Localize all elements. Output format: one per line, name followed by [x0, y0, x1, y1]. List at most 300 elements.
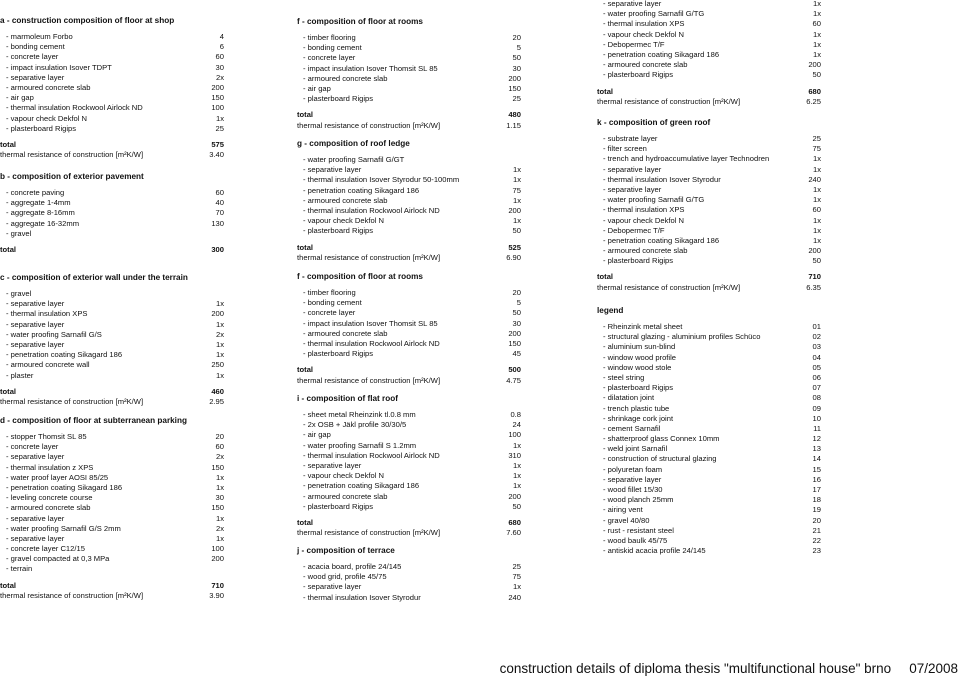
layer-row: [597, 236, 837, 246]
total-row: [0, 140, 240, 150]
layer-row: [597, 9, 837, 19]
layer-row-label: - penetration coating Sikagard 186: [303, 185, 420, 195]
layer-row-label: - penetration coating Sikagard 186: [6, 350, 123, 360]
layer-row-label: - concrete layer: [303, 53, 356, 63]
layer-row: [0, 473, 240, 483]
layer-row: [0, 93, 240, 103]
layer-row: [597, 434, 837, 444]
layer-row-label: - concrete layer: [303, 308, 356, 318]
layer-row-value: 1x: [512, 216, 521, 226]
layer-row: [0, 73, 240, 83]
layer-row-label: - plaster: [6, 370, 34, 380]
layer-row-value: 200: [211, 309, 224, 319]
layer-row-label: - thermal insulation XPS: [603, 205, 685, 215]
layer-row-value: 130: [211, 218, 224, 228]
thermal-resistance-row: [0, 397, 240, 407]
thermal-resistance-row-label: thermal resistance of construction [m²K/W]: [297, 375, 441, 385]
layer-row-value: 100: [508, 430, 521, 440]
total-row-value: 460: [211, 386, 224, 396]
layer-row-value: 20: [512, 288, 521, 297]
layer-row: [597, 50, 837, 60]
layer-row: [597, 19, 837, 29]
layer-row-label: - timber flooring: [303, 288, 356, 297]
layer-row-label: - impact insulation Isover Thomsit SL 85: [303, 318, 438, 328]
total-row-value: 710: [211, 580, 224, 590]
layer-row: [597, 363, 837, 373]
total-row-value: 525: [508, 242, 521, 252]
total-row: [297, 518, 537, 528]
layer-row-label: - thermal insulation Isover Styrodur: [603, 174, 721, 184]
layer-row-label: - armoured concrete wall: [6, 360, 90, 370]
layer-row: [597, 0, 837, 9]
layer-row-value: 30: [512, 318, 521, 328]
section-g: [297, 139, 537, 263]
layer-row: [0, 309, 240, 319]
layer-row: [597, 216, 837, 226]
layer-row-value: 1x: [812, 154, 821, 164]
layer-row-label: - concrete layer: [6, 52, 59, 62]
layer-row: [297, 94, 537, 104]
layer-row: [597, 465, 837, 475]
section-k: [597, 118, 837, 293]
layer-row-label: - plasterboard Rigips: [603, 256, 674, 266]
layer-row-label: - penetration coating Sikagard 186: [603, 235, 720, 245]
layer-row-label: - dilatation joint: [603, 393, 655, 403]
total-row-label: total: [297, 242, 314, 252]
layer-row-value: 1x: [812, 195, 821, 205]
thermal-resistance-row-value: 2.95: [209, 396, 224, 406]
layer-row-value: 310: [508, 450, 521, 460]
layer-row-value: 240: [808, 174, 821, 184]
layer-row: [597, 70, 837, 80]
layer-row-value: 150: [508, 338, 521, 348]
total-row-label: total: [297, 110, 314, 120]
layer-row-value: 1x: [512, 481, 521, 491]
layer-row-value: 1x: [215, 472, 224, 482]
layer-row-label: - armoured concrete slab: [303, 195, 388, 205]
layer-row: [597, 175, 837, 185]
section-title: d - composition of floor at subterranean parking: [0, 416, 187, 425]
section-title: i - composition of flat roof: [297, 394, 398, 403]
layer-row-value: 5: [516, 298, 521, 308]
layer-row-label: - plasterboard Rigips: [303, 226, 374, 236]
layer-row-label: - thermal insulation Rockwool Airlock ND: [303, 205, 440, 215]
layer-row-value: 25: [512, 562, 521, 571]
layer-row-label: - plasterboard Rigips: [6, 123, 77, 133]
layer-row-value: 200: [508, 491, 521, 501]
section-title: a - construction composition of floor at shop: [0, 16, 175, 25]
total-row: [597, 272, 837, 282]
layer-row: [597, 322, 837, 332]
total-row-label: total: [0, 244, 17, 254]
layer-row-value: 01: [812, 322, 821, 331]
section-f2: [297, 272, 537, 386]
layer-row-value: 1x: [812, 49, 821, 59]
layer-row-label: - impact insulation Isover Thomsit SL 85: [303, 63, 438, 73]
layer-row: [597, 526, 837, 536]
layer-row: [0, 83, 240, 93]
thermal-resistance-row: [0, 150, 240, 160]
layer-row-value: 200: [808, 60, 821, 70]
footer-date: 07/2008: [909, 661, 958, 676]
thermal-resistance-row-label: thermal resistance of construction [m²K/W]: [0, 150, 144, 160]
layer-row-label: - vapour check Dekfol N: [603, 215, 685, 225]
layer-row-label: - plasterboard Rigips: [303, 501, 374, 511]
thermal-resistance-row: [0, 591, 240, 601]
layer-row: [0, 320, 240, 330]
layer-row: [597, 226, 837, 236]
layer-row-value: 200: [211, 554, 224, 564]
layer-row: [297, 593, 537, 603]
layer-row-label: - thermal insulation Rockwool Airlock ND: [303, 450, 440, 460]
layer-row-value: 22: [812, 535, 821, 545]
layer-row-value: 100: [211, 544, 224, 554]
layer-row: [0, 493, 240, 503]
layer-row: [0, 442, 240, 452]
layer-row: [297, 481, 537, 491]
layer-row: [297, 308, 537, 318]
layer-row-label: - sheet metal Rheinzink tl.0.8 mm: [303, 410, 416, 419]
layer-row-value: 1x: [812, 164, 821, 174]
layer-row: [0, 463, 240, 473]
layer-row: [0, 544, 240, 554]
layer-row-value: 25: [512, 94, 521, 104]
layer-row-value: 03: [812, 342, 821, 352]
layer-row-label: - water proofing Sarnafil S 1.2mm: [303, 440, 417, 450]
layer-row-label: - impact insulation Isover TDPT: [6, 62, 112, 72]
layer-row: [0, 219, 240, 229]
layer-row-value: 02: [812, 332, 821, 342]
layer-row-label: - shrinkage cork joint: [603, 413, 674, 423]
layer-row: [597, 134, 837, 144]
total-row: [0, 387, 240, 397]
layer-row-value: 1x: [812, 9, 821, 19]
layer-row: [297, 74, 537, 84]
layer-row: [0, 371, 240, 381]
layer-row: [297, 64, 537, 74]
layer-row: [297, 165, 537, 175]
layer-row-value: 07: [812, 383, 821, 393]
total-row-value: 500: [508, 365, 521, 375]
layer-row-value: 150: [211, 503, 224, 513]
layer-row-value: 25: [812, 134, 821, 143]
layer-row: [597, 353, 837, 363]
layer-row-value: 45: [512, 349, 521, 359]
layer-row-label: - separative layer: [303, 582, 362, 592]
layer-row-label: - 2x OSB + Jäkl profile 30/30/5: [303, 420, 407, 430]
thermal-resistance-row-label: thermal resistance of construction [m²K/W]: [0, 396, 144, 406]
layer-row-value: 200: [508, 73, 521, 83]
layer-row-value: 1x: [512, 582, 521, 592]
layer-row-label: - wood baulk 45/75: [603, 535, 668, 545]
layer-row-value: 1x: [215, 350, 224, 360]
thermal-resistance-row: [297, 376, 537, 386]
layer-row-value: 20: [215, 432, 224, 441]
total-row-label: total: [297, 365, 314, 375]
layer-row-label: - armoured concrete slab: [603, 246, 688, 256]
layer-row-value: 15: [812, 464, 821, 474]
layer-row-label: - vapour check Dekfol N: [6, 113, 88, 123]
layer-row-value: 200: [508, 205, 521, 215]
layer-row: [297, 430, 537, 440]
layer-row: [597, 40, 837, 50]
thermal-resistance-row-label: thermal resistance of construction [m²K/W]: [597, 282, 741, 292]
layer-row: [597, 505, 837, 515]
layer-row-value: 50: [512, 226, 521, 236]
layer-row-value: 250: [211, 360, 224, 370]
layer-row: [0, 554, 240, 564]
thermal-resistance-row-value: 6.35: [806, 282, 821, 292]
layer-row-value: 60: [812, 205, 821, 215]
layer-row-value: 14: [812, 454, 821, 464]
layer-row-value: 50: [812, 256, 821, 266]
thermal-resistance-row-label: thermal resistance of construction [m²K/W]: [597, 96, 741, 106]
layer-row: [597, 516, 837, 526]
section-d: [0, 416, 240, 601]
layer-row-label: - marmoleum Forbo: [6, 32, 73, 41]
thermal-resistance-row: [597, 283, 837, 293]
layer-row-label: - armoured concrete slab: [603, 60, 688, 70]
layer-row-label: - shatterproof glass Connex 10mm: [603, 434, 720, 444]
layer-row-label: - concrete layer C12/15: [6, 544, 85, 554]
layer-row-label: - aggregate 16-32mm: [6, 218, 80, 228]
layer-row-label: - vapour check Dekfol N: [303, 471, 385, 481]
total-row-label: total: [0, 139, 17, 149]
layer-row-value: 1x: [215, 482, 224, 492]
section-b: [0, 172, 240, 255]
layer-row: [0, 340, 240, 350]
layer-row-value: 1x: [215, 113, 224, 123]
layer-row-value: 6: [219, 42, 224, 52]
section-h: [597, 0, 837, 107]
layer-row: [0, 32, 240, 42]
section-title: j - composition of terrace: [297, 546, 395, 555]
layer-row-value: 4: [219, 32, 224, 41]
layer-row-value: 20: [812, 515, 821, 525]
layer-row: [297, 298, 537, 308]
layer-row: [0, 42, 240, 52]
layer-row: [597, 454, 837, 464]
layer-row-label: - separative layer: [303, 460, 362, 470]
layer-row-label: - armoured concrete slab: [303, 491, 388, 501]
layer-row-value: 1x: [812, 29, 821, 39]
layer-row-label: - separative layer: [603, 0, 662, 8]
layer-row-value: 200: [211, 82, 224, 92]
layer-row-label: - Debopermec T/F: [603, 39, 665, 49]
layer-row-value: 150: [211, 93, 224, 103]
layer-row: [297, 43, 537, 53]
layer-row-label: - separative layer: [6, 339, 65, 349]
layer-row-label: - water proof layer AOSI 85/25: [6, 472, 109, 482]
thermal-resistance-row-value: 1.15: [506, 120, 521, 130]
layer-row-label: - water proofing Sarnafil G/TG: [603, 9, 705, 19]
layer-row-label: - plasterboard Rigips: [303, 349, 374, 359]
layer-row-value: 60: [215, 188, 224, 197]
total-row: [297, 110, 537, 120]
layer-row-label: - leveling concrete course: [6, 493, 93, 503]
layer-row-label: - aggregate 8-16mm: [6, 208, 75, 218]
layer-row: [597, 154, 837, 164]
layer-row: [297, 175, 537, 185]
layer-row-label: - window wood profile: [603, 352, 677, 362]
layer-row-value: 10: [812, 413, 821, 423]
layer-row: [597, 60, 837, 70]
layer-row-label: - gravel 40/80: [603, 515, 650, 525]
layer-row: [297, 420, 537, 430]
layer-row: [0, 524, 240, 534]
layer-row-value: 30: [215, 62, 224, 72]
section-title: f - composition of floor at rooms: [297, 272, 423, 281]
layer-row-label: - separative layer: [603, 474, 662, 484]
layer-row-value: 20: [512, 33, 521, 42]
layer-row: [297, 216, 537, 226]
layer-row-value: 1x: [812, 184, 821, 194]
layer-row-value: 1x: [215, 370, 224, 380]
total-row-label: total: [0, 580, 17, 590]
footer-title: construction details of diploma thesis "multifunctional house" brno: [499, 661, 892, 676]
layer-row-value: 1x: [812, 225, 821, 235]
layer-row: [297, 441, 537, 451]
layer-row-label: - cement Sarnafil: [603, 423, 661, 433]
layer-row-value: 08: [812, 393, 821, 403]
layer-row-label: - wood fillet 15/30: [603, 485, 663, 494]
layer-row-value: 1x: [215, 319, 224, 329]
total-row: [597, 87, 837, 97]
layer-row: [297, 84, 537, 94]
layer-row: [0, 124, 240, 134]
thermal-resistance-row: [297, 253, 537, 263]
layer-row-label: - plasterboard Rigips: [303, 94, 374, 104]
layer-row: [0, 63, 240, 73]
layer-row: [597, 424, 837, 434]
layer-row-value: 5: [516, 43, 521, 53]
layer-row: [297, 226, 537, 236]
layer-row: [597, 393, 837, 403]
layer-row-value: 50: [812, 70, 821, 80]
layer-row-label: - concrete layer: [6, 442, 59, 452]
layer-row-value: 23: [812, 546, 821, 556]
layer-row-value: 240: [508, 592, 521, 602]
layer-row-value: 100: [211, 103, 224, 113]
layer-row: [0, 289, 240, 299]
layer-row-value: 200: [808, 246, 821, 256]
layer-row-value: 50: [512, 53, 521, 63]
layer-row: [0, 432, 240, 442]
layer-row-label: - wood grid, profile 45/75: [303, 572, 387, 582]
layer-row-label: - airing vent: [603, 505, 643, 515]
thermal-resistance-row-label: thermal resistance of construction [m²K/W]: [0, 590, 144, 600]
layer-row-value: 70: [215, 208, 224, 218]
layer-row-label: - acacia board, profile 24/145: [303, 562, 402, 571]
layer-row-label: - armoured concrete slab: [6, 503, 91, 513]
layer-row-label: - air gap: [303, 83, 331, 93]
layer-row: [297, 196, 537, 206]
layer-row-label: - timber flooring: [303, 33, 356, 42]
layer-row: [597, 144, 837, 154]
layer-row: [597, 444, 837, 454]
layer-row-value: 40: [215, 198, 224, 208]
layer-row-value: 2x: [215, 72, 224, 82]
layer-row: [297, 502, 537, 512]
layer-row: [0, 114, 240, 124]
layer-row-value: 06: [812, 372, 821, 382]
section-title: g - composition of roof ledge: [297, 139, 410, 148]
layer-row-label: - penetration coating Sikagard 186: [6, 482, 123, 492]
layer-row-value: 60: [215, 442, 224, 452]
layer-row: [297, 410, 537, 420]
layer-row: [597, 195, 837, 205]
layer-row: [0, 564, 240, 574]
layer-row: [597, 165, 837, 175]
total-row-value: 480: [508, 110, 521, 120]
layer-row-value: 04: [812, 352, 821, 362]
layer-row-label: - water proofing Sarnafil G/S: [6, 329, 102, 339]
layer-row: [297, 186, 537, 196]
layer-row-label: - construction of structural glazing: [603, 454, 717, 464]
layer-row-value: 1x: [512, 460, 521, 470]
layer-row-label: - rust - resistant steel: [603, 525, 674, 535]
layer-row-label: - separative layer: [6, 452, 65, 462]
layer-row-label: - armoured concrete slab: [6, 82, 91, 92]
layer-row-label: - bonding cement: [303, 298, 362, 308]
layer-row-value: 1x: [215, 299, 224, 309]
layer-row-label: - trench and hydroaccumulative layer Technodren: [603, 154, 770, 164]
thermal-resistance-row-label: thermal resistance of construction [m²K/W]: [297, 120, 441, 130]
layer-row-label: - structural glazing - aluminium profiles Schüco: [603, 332, 761, 342]
layer-row-label: - gravel compacted at 0,3 MPa: [6, 554, 110, 564]
layer-row-label: - separative layer: [603, 184, 662, 194]
layer-row: [0, 52, 240, 62]
layer-row-label: - plasterboard Rigips: [603, 383, 674, 393]
layer-row-value: 1x: [812, 215, 821, 225]
section-f1: [297, 17, 537, 131]
layer-row-value: 16: [812, 474, 821, 484]
layer-row: [297, 492, 537, 502]
layer-row-value: 13: [812, 444, 821, 454]
layer-row: [0, 198, 240, 208]
layer-row: [297, 206, 537, 216]
layer-row-value: 1x: [215, 339, 224, 349]
layer-row: [0, 208, 240, 218]
layer-row-label: - bonding cement: [6, 42, 65, 52]
layer-row: [597, 373, 837, 383]
thermal-resistance-row-value: 4.75: [506, 375, 521, 385]
layer-row: [297, 451, 537, 461]
layer-row-value: 25: [215, 123, 224, 133]
layer-row: [297, 288, 537, 298]
layer-row: [597, 342, 837, 352]
layer-row: [597, 485, 837, 495]
layer-row-label: - thermal insulation z XPS: [6, 462, 94, 472]
layer-row: [297, 319, 537, 329]
layer-row-value: 1x: [512, 165, 521, 175]
layer-row: [597, 30, 837, 40]
layer-row: [597, 332, 837, 342]
section-title: c - composition of exterior wall under the terrain: [0, 273, 188, 282]
layer-row-label: - water proofing Sarnafil G/S 2mm: [6, 523, 121, 533]
layer-row: [297, 349, 537, 359]
layer-row-value: 60: [215, 52, 224, 62]
total-row-label: total: [597, 272, 614, 282]
layer-row: [0, 483, 240, 493]
layer-row-label: - substrate layer: [603, 134, 658, 143]
layer-row-label: - separative layer: [6, 533, 65, 543]
layer-row-value: 19: [812, 505, 821, 515]
layer-row-label: - antiskid acacia profile 24/145: [603, 546, 706, 556]
section-j: [297, 546, 537, 603]
layer-row-label: - stopper Thomsit SL 85: [6, 432, 87, 441]
layer-row-label: - separative layer: [303, 165, 362, 175]
